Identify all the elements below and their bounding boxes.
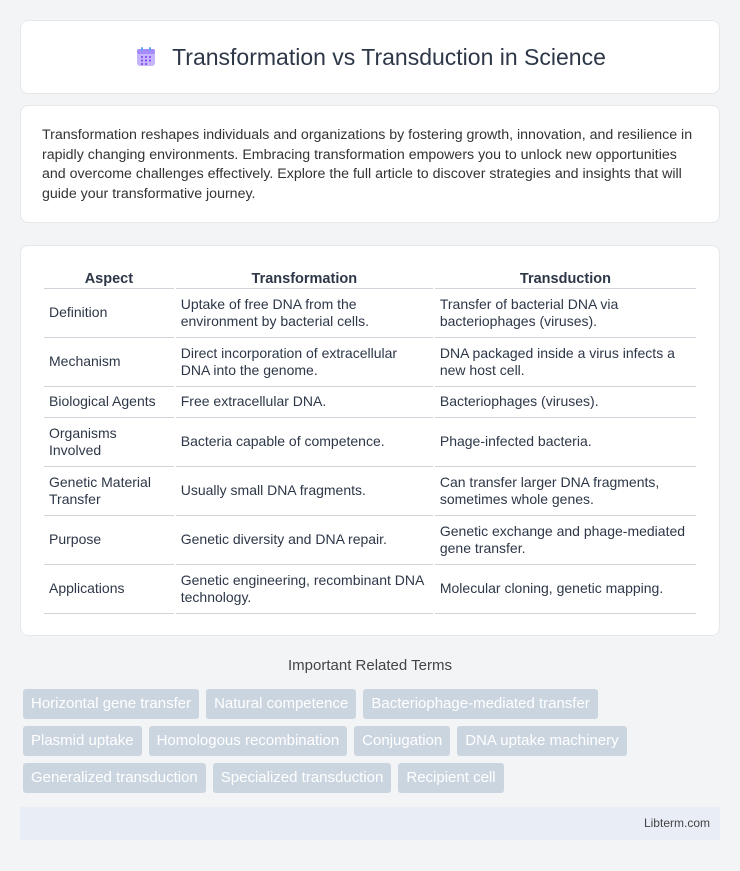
transduction-cell: Bacteriophages (viruses). — [435, 387, 696, 418]
tag-specialized-transduction[interactable]: Specialized transduction — [213, 763, 392, 793]
transformation-cell: Genetic diversity and DNA repair. — [176, 516, 433, 565]
tag-dna-uptake-machinery[interactable]: DNA uptake machinery — [457, 726, 626, 756]
calendar-grid-icon — [134, 45, 158, 69]
table-row — [44, 516, 696, 565]
table-row — [44, 467, 696, 516]
related-terms-title: Important Related Terms — [288, 657, 452, 674]
aspect-cell: Mechanism — [44, 338, 174, 387]
tag-conjugation[interactable]: Conjugation — [354, 726, 450, 756]
page-title: Transformation vs Transduction in Science — [172, 43, 606, 70]
table-row — [44, 565, 696, 614]
tag-recipient-cell[interactable]: Recipient cell — [398, 763, 503, 793]
aspect-cell: Biological Agents — [44, 387, 174, 418]
transduction-cell: Genetic exchange and phage-mediated gene transfer. — [435, 516, 696, 565]
tag-homologous-recombination[interactable]: Homologous recombination — [149, 726, 348, 756]
header-aspect: Aspect — [44, 267, 174, 289]
transduction-cell: Can transfer larger DNA fragments, sometimes whole genes. — [435, 467, 696, 516]
tag-generalized-transduction[interactable]: Generalized transduction — [23, 763, 206, 793]
transformation-cell: Free extracellular DNA. — [176, 387, 433, 418]
aspect-cell: Genetic Material Transfer — [44, 467, 174, 516]
tag-row — [23, 763, 723, 793]
comparison-card — [20, 245, 720, 636]
header-transformation: Transformation — [176, 267, 433, 289]
table-row — [44, 338, 696, 387]
intro-text: Transformation reshapes individuals and organizations by fostering growth, innovation, and resilience in rapidly changing environments. Embracing transformation empowers you to unlock new opportunities and overcome challenges effectively. Explore the full article to discover strategies and insights that will guide your transformative journey. — [42, 127, 693, 202]
transformation-cell: Genetic engineering, recombinant DNA technology. — [176, 565, 433, 614]
transformation-cell: Bacteria capable of competence. — [176, 418, 433, 467]
transduction-cell: Phage-infected bacteria. — [435, 418, 696, 467]
table-row — [44, 387, 696, 418]
footer — [20, 807, 720, 840]
aspect-cell: Organisms Involved — [44, 418, 174, 467]
aspect-cell: Purpose — [44, 516, 174, 565]
header-transduction: Transduction — [435, 267, 696, 289]
transformation-cell: Usually small DNA fragments. — [176, 467, 433, 516]
table-row — [44, 418, 696, 467]
aspect-cell: Definition — [44, 289, 174, 338]
page-header — [20, 20, 720, 94]
tag-row — [23, 689, 723, 719]
transformation-cell: Uptake of free DNA from the environment by bacterial cells. — [176, 289, 433, 338]
tag-bacteriophage-mediated-transfer[interactable]: Bacteriophage-mediated transfer — [363, 689, 597, 719]
tag-plasmid-uptake[interactable]: Plasmid uptake — [23, 726, 142, 756]
table-row — [44, 289, 696, 338]
intro-card — [20, 105, 720, 223]
footer-site-link[interactable]: Libterm.com — [643, 816, 710, 830]
comparison-table — [42, 267, 698, 614]
transformation-cell: Direct incorporation of extracellular DNA into the genome. — [176, 338, 433, 387]
transduction-cell: Molecular cloning, genetic mapping. — [435, 565, 696, 614]
tag-horizontal-gene-transfer[interactable]: Horizontal gene transfer — [23, 689, 199, 719]
aspect-cell: Applications — [44, 565, 174, 614]
tag-natural-competence[interactable]: Natural competence — [206, 689, 356, 719]
tag-row — [23, 726, 723, 756]
related-terms-list — [23, 689, 723, 800]
transduction-cell: Transfer of bacterial DNA via bacteriophages (viruses). — [435, 289, 696, 338]
transduction-cell: DNA packaged inside a virus infects a new host cell. — [435, 338, 696, 387]
